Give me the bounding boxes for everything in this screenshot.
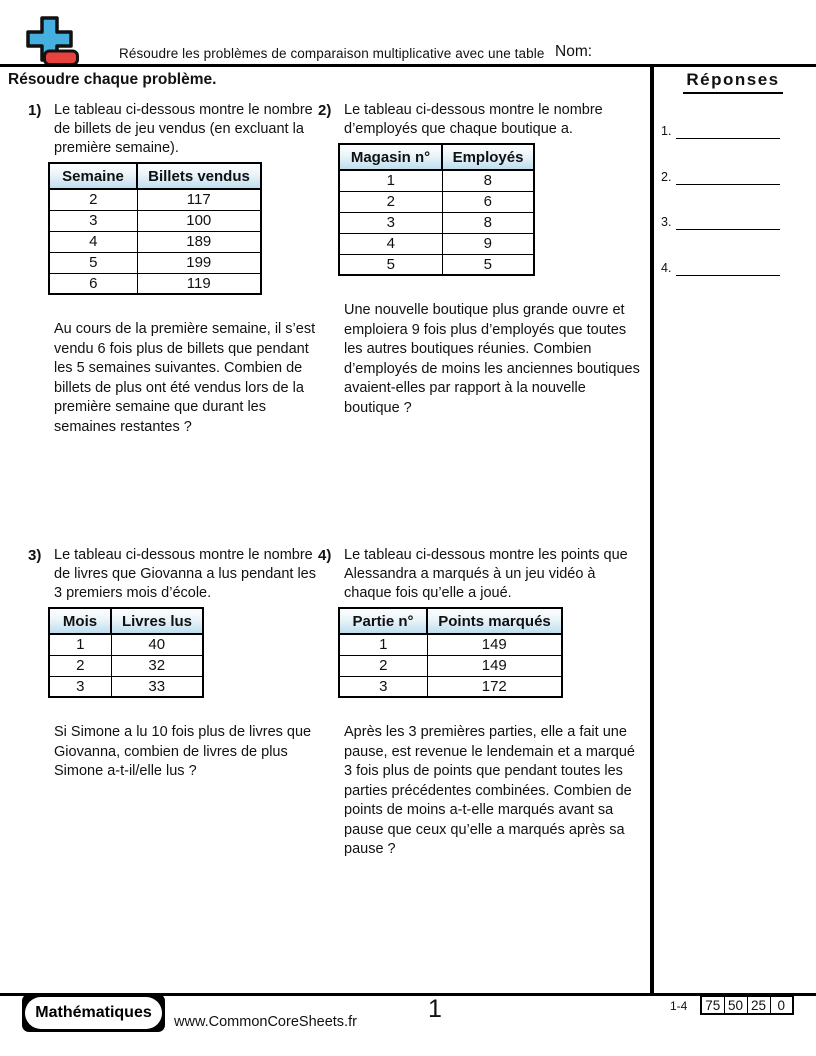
score-cell: 75 bbox=[701, 996, 724, 1014]
problem-intro: Le tableau ci-dessous montre le nombre de livres que Giovanna a lus pendant les 3 premiers mois d’école. bbox=[54, 547, 316, 601]
table-row bbox=[49, 655, 203, 676]
score-cell: 25 bbox=[747, 996, 770, 1014]
table-row bbox=[49, 210, 261, 231]
table-row bbox=[49, 252, 261, 273]
table-header-cell: Partie n° bbox=[339, 608, 427, 634]
problem-intro: Le tableau ci-dessous montre les points que Alessandra a marqués à un jeu vidéo à chaque fois qu’elle a joué. bbox=[344, 547, 628, 601]
table-header-row bbox=[339, 608, 562, 634]
problem-3 bbox=[28, 546, 316, 782]
table-row bbox=[49, 676, 203, 697]
worksheet-title: Résoudre les problèmes de comparaison multiplicative avec une table bbox=[119, 46, 545, 61]
score-table bbox=[700, 995, 794, 1015]
table-cell: 8 bbox=[442, 170, 534, 191]
table-cell: 33 bbox=[111, 676, 203, 697]
table-cell: 100 bbox=[137, 210, 261, 231]
table-cell: 6 bbox=[49, 273, 137, 294]
table-cell: 5 bbox=[442, 254, 534, 275]
table-cell: 1 bbox=[49, 634, 111, 655]
table-cell: 4 bbox=[49, 231, 137, 252]
table-header-cell: Billets vendus bbox=[137, 163, 261, 189]
table-row bbox=[339, 655, 562, 676]
table-cell: 32 bbox=[111, 655, 203, 676]
table-cell: 40 bbox=[111, 634, 203, 655]
table-cell: 2 bbox=[339, 191, 442, 212]
table-header-row bbox=[49, 608, 203, 634]
table-header-row bbox=[49, 163, 261, 189]
table-cell: 8 bbox=[442, 212, 534, 233]
page-number: 1 bbox=[428, 995, 442, 1023]
table-cell: 9 bbox=[442, 233, 534, 254]
problem-question: Une nouvelle boutique plus grande ouvre et emploiera 9 fois plus d’employés que toutes les autres boutiques réunies. Combien d’employés de moins les anciennes boutiques avaient-elles par rapport à la nouvelle boutique ? bbox=[344, 302, 640, 416]
table-cell: 117 bbox=[137, 189, 261, 210]
name-label: Nom: bbox=[555, 43, 593, 60]
answer-row-2 bbox=[661, 167, 780, 185]
problem-table bbox=[338, 607, 563, 698]
table-row bbox=[339, 634, 562, 655]
problem-4 bbox=[318, 546, 640, 860]
table-row bbox=[49, 273, 261, 294]
answer-blank-line[interactable] bbox=[676, 261, 780, 276]
table-header-cell: Livres lus bbox=[111, 608, 203, 634]
table-cell: 1 bbox=[339, 170, 442, 191]
table-cell: 149 bbox=[427, 655, 562, 676]
table-header-cell: Mois bbox=[49, 608, 111, 634]
table-header-cell: Points marqués bbox=[427, 608, 562, 634]
table-cell: 119 bbox=[137, 273, 261, 294]
table-cell: 189 bbox=[137, 231, 261, 252]
table-row bbox=[49, 634, 203, 655]
table-cell: 3 bbox=[49, 210, 137, 231]
subject-badge-label: Mathématiques bbox=[25, 997, 162, 1029]
problem-number: 2) bbox=[318, 102, 332, 119]
problem-question: Après les 3 premières parties, elle a fait une pause, est revenue le lendemain et a marqué 3 fois plus de points que pendant toutes les parties précédentes combinées. Combien de points de moins a-t-elle marqués avant sa pause que ceux qu’elle a marqués après sa pause ? bbox=[344, 724, 635, 857]
problem-range-label: 1-4 bbox=[670, 999, 688, 1013]
table-row bbox=[49, 189, 261, 210]
problem-1 bbox=[28, 101, 316, 437]
table-header-cell: Employés bbox=[442, 144, 534, 170]
instruction-text: Résoudre chaque problème. bbox=[8, 71, 217, 88]
answer-number: 2. bbox=[661, 170, 672, 184]
table-row bbox=[49, 231, 261, 252]
score-cell: 50 bbox=[724, 996, 747, 1014]
problem-intro: Le tableau ci-dessous montre le nombre d’employés que chaque boutique a. bbox=[344, 102, 603, 137]
problem-question: Au cours de la première semaine, il s’est vendu 6 fois plus de billets que pendant les 5 semaines suivantes. Combien de billets de plus ont été vendus lors de la première semaine que durant les semaines restantes ? bbox=[54, 321, 316, 435]
table-cell: 6 bbox=[442, 191, 534, 212]
answer-blank-line[interactable] bbox=[676, 215, 780, 230]
answer-blank-line[interactable] bbox=[676, 124, 780, 139]
problem-number: 1) bbox=[28, 102, 42, 119]
answer-row-4 bbox=[661, 258, 780, 276]
table-row bbox=[339, 170, 534, 191]
table-cell: 2 bbox=[49, 189, 137, 210]
table-row bbox=[339, 676, 562, 697]
subject-badge bbox=[22, 994, 165, 1032]
answer-number: 4. bbox=[661, 261, 672, 275]
problem-table bbox=[48, 162, 262, 295]
problem-number: 3) bbox=[28, 547, 42, 564]
answer-row-3 bbox=[661, 212, 780, 230]
table-row bbox=[339, 254, 534, 275]
answer-blank-line[interactable] bbox=[676, 170, 780, 185]
website-url: www.CommonCoreSheets.fr bbox=[174, 1014, 357, 1030]
problem-intro: Le tableau ci-dessous montre le nombre de billets de jeu vendus (en excluant la première semaine). bbox=[54, 102, 313, 156]
answers-heading: Réponses bbox=[658, 70, 808, 94]
score-row bbox=[701, 996, 793, 1014]
table-cell: 3 bbox=[339, 212, 442, 233]
score-cell: 0 bbox=[770, 996, 793, 1014]
answer-number: 3. bbox=[661, 215, 672, 229]
table-header-cell: Magasin n° bbox=[339, 144, 442, 170]
answers-column-divider bbox=[650, 66, 654, 994]
table-cell: 5 bbox=[49, 252, 137, 273]
table-row bbox=[339, 191, 534, 212]
header-divider bbox=[0, 64, 816, 67]
problem-table bbox=[338, 143, 535, 276]
table-cell: 3 bbox=[49, 676, 111, 697]
table-header-row bbox=[339, 144, 534, 170]
answer-row-1 bbox=[661, 121, 780, 139]
table-cell: 2 bbox=[339, 655, 427, 676]
table-cell: 1 bbox=[339, 634, 427, 655]
table-cell: 3 bbox=[339, 676, 427, 697]
table-cell: 149 bbox=[427, 634, 562, 655]
problem-table bbox=[48, 607, 204, 698]
table-cell: 2 bbox=[49, 655, 111, 676]
table-cell: 172 bbox=[427, 676, 562, 697]
problem-2 bbox=[318, 101, 640, 418]
table-cell: 199 bbox=[137, 252, 261, 273]
table-cell: 4 bbox=[339, 233, 442, 254]
table-header-cell: Semaine bbox=[49, 163, 137, 189]
table-row bbox=[339, 212, 534, 233]
problem-question: Si Simone a lu 10 fois plus de livres que Giovanna, combien de livres de plus Simone a-t-il/elle lus ? bbox=[54, 724, 312, 779]
problem-number: 4) bbox=[318, 547, 332, 564]
table-row bbox=[339, 233, 534, 254]
table-cell: 5 bbox=[339, 254, 442, 275]
answer-number: 1. bbox=[661, 124, 672, 138]
